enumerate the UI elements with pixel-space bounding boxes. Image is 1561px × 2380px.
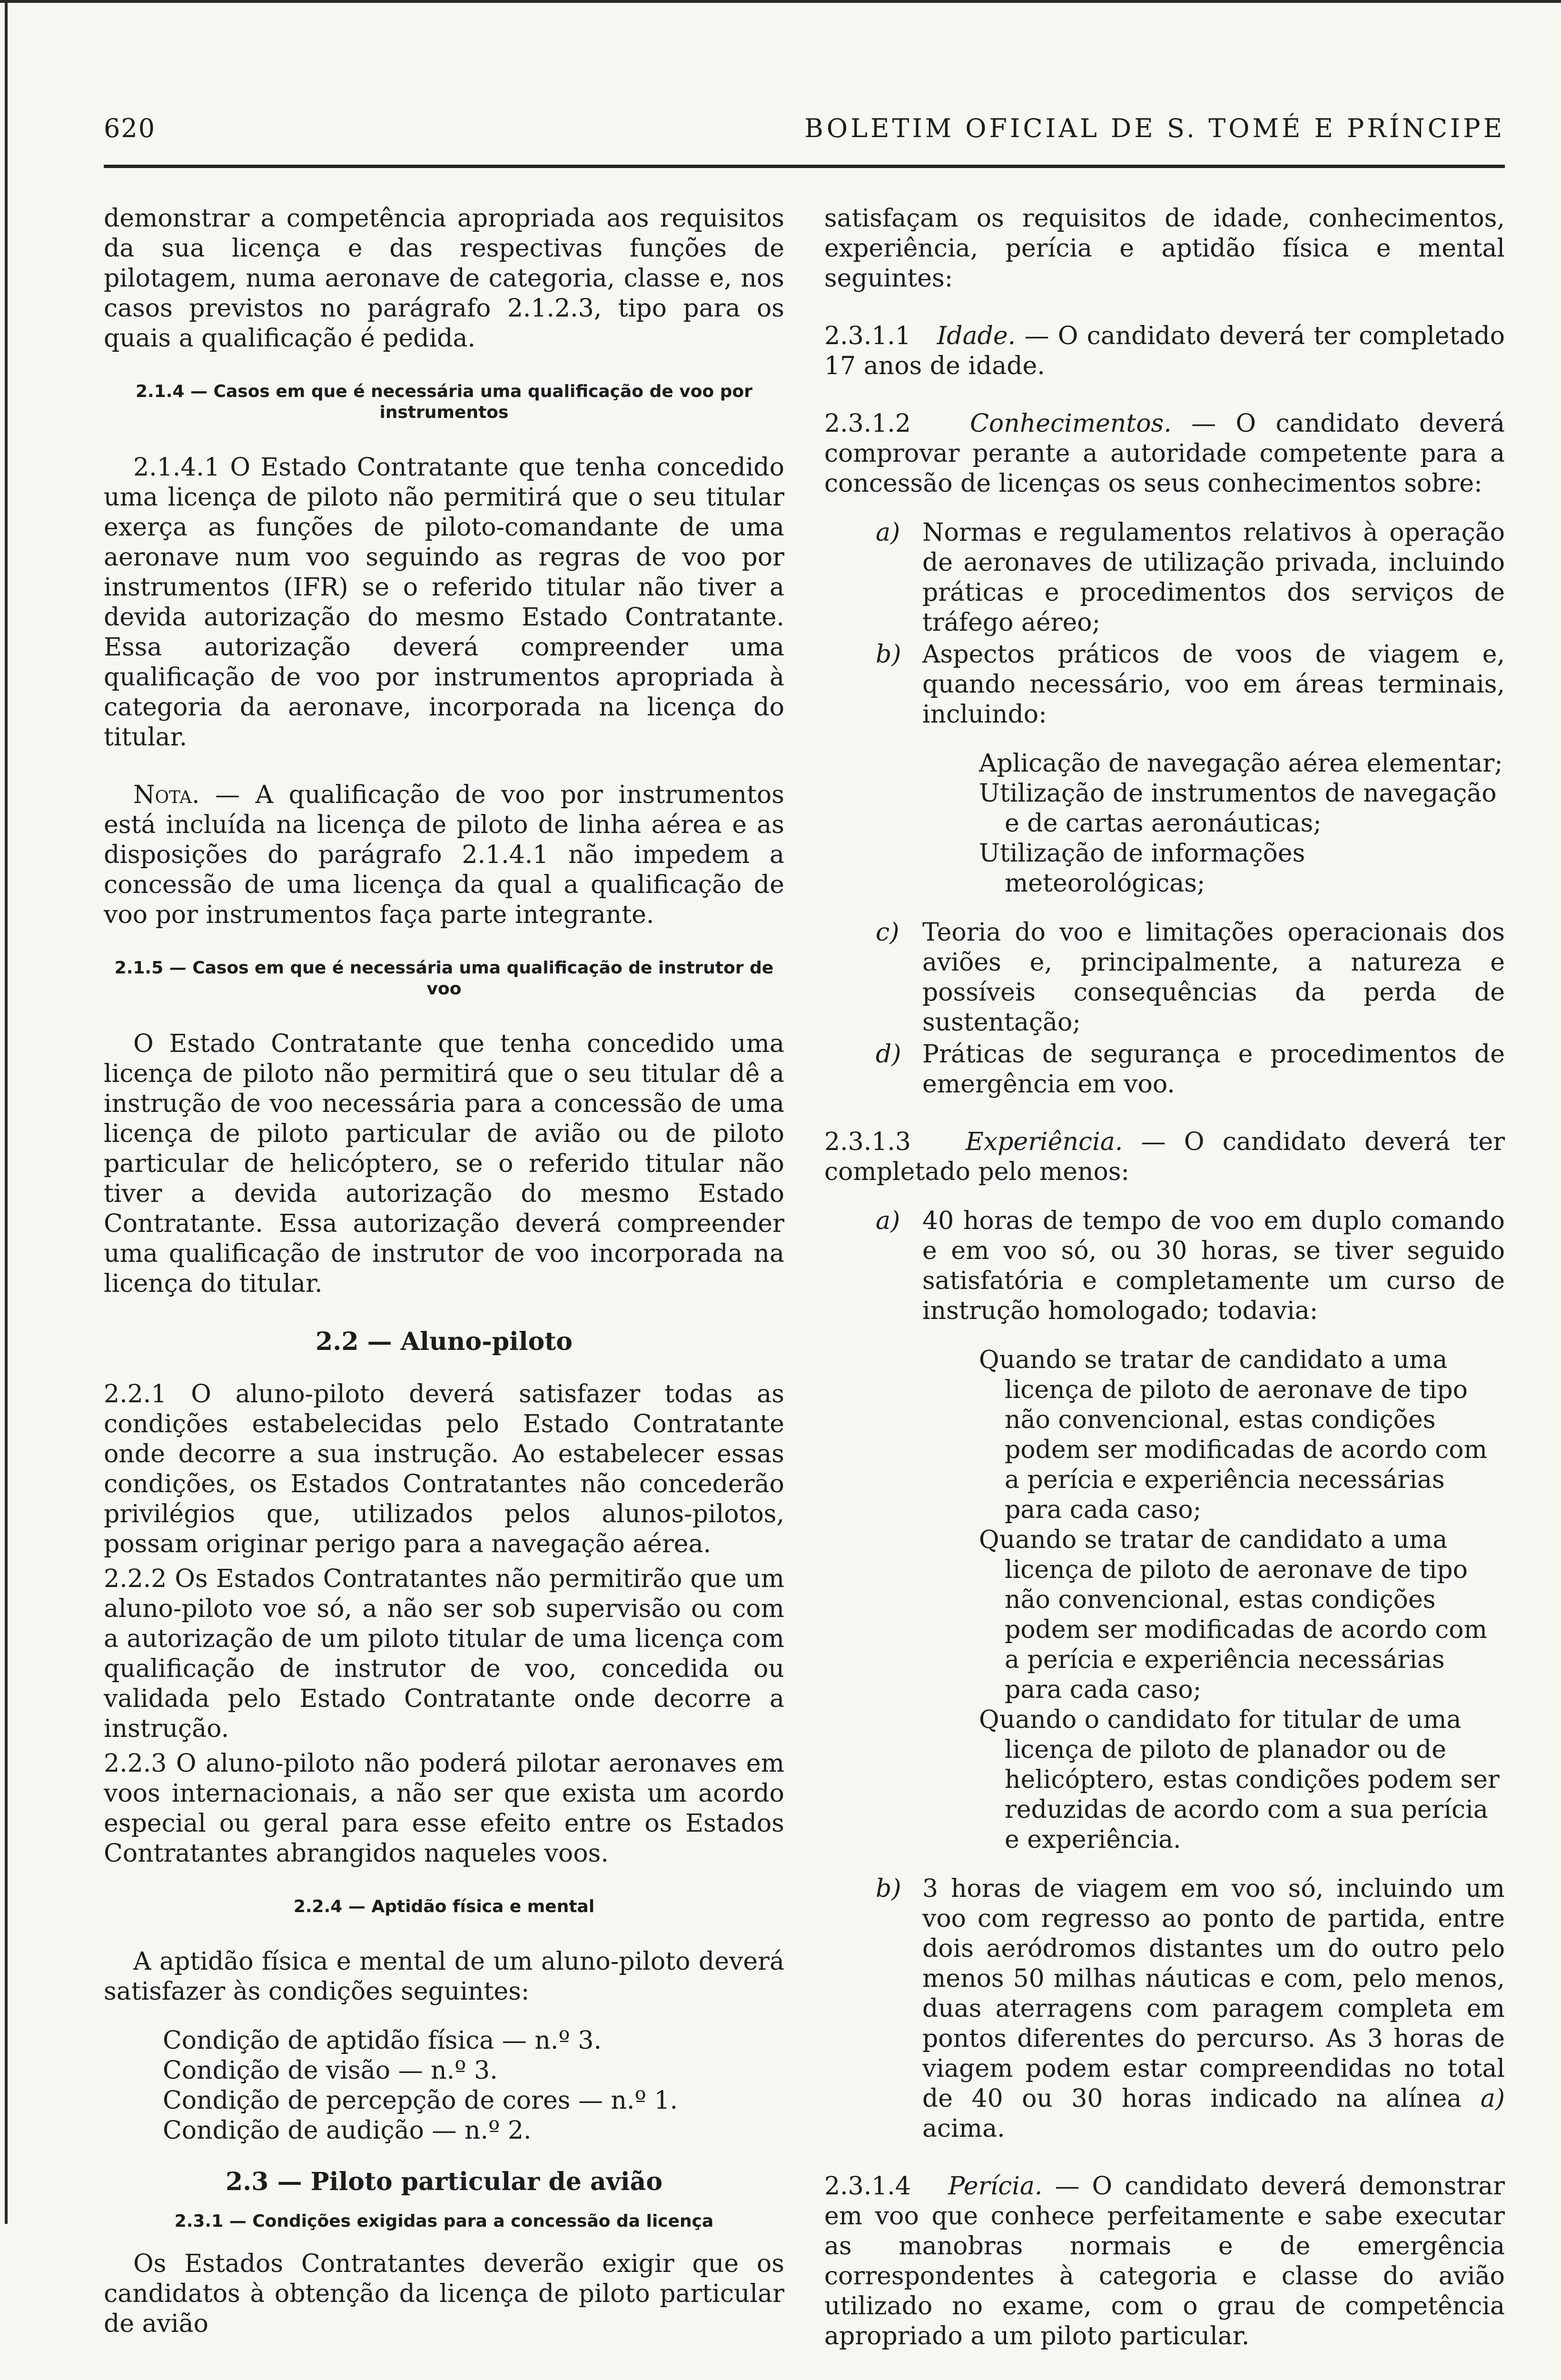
paragraph-2-2-2: 2.2.2 Os Estados Contratantes não permitirão que um aluno-piloto voe só, a não ser sob supervisão ou com a autorização de um piloto titular de uma licença com qualificação de instrutor de voo, concedida ou validada pelo Estado Contratante onde decorre a instrução. (104, 1565, 784, 1743)
paragraph-continuation: satisfaçam os requisitos de idade, conhecimentos, experiência, perícia e aptidão física e mental seguintes: (824, 204, 1505, 293)
sublist-item: Utilização de instrumentos de navegação e de cartas aeronáuticas; (979, 779, 1497, 838)
list-item (824, 1206, 1505, 1326)
list-item (824, 1874, 1505, 2144)
list-item (824, 918, 1505, 1038)
clause-text: — O candidato deverá demonstrar em voo que conhece perfeitamente e sabe executar as manobras normais e de emergência correspondentes à categoria e classe do avião utilizado no exame, com o grau de competência apropriado a um piloto particular. (824, 2172, 1505, 2350)
clause-number: 2.3.1.3 (824, 1128, 911, 1156)
list-item (824, 640, 1505, 730)
list-marker: c) (876, 918, 899, 947)
list-marker: b) (876, 640, 901, 669)
paragraph-2-1-5: O Estado Contratante que tenha concedido uma licença de piloto não permitirá que o seu titular dê a instrução de voo necessária para a concessão de uma licença de piloto particular de avião ou de piloto particular de helicóptero, se o referido titular não tiver a devida autorização do mesmo Estado Contratante. Essa autorização deverá compreender uma qualificação de instrutor de voo incorporada na licença do titular. (104, 1030, 784, 1298)
page-number: 620 (104, 113, 156, 143)
list-item-text: Práticas de segurança e procedimentos de emergência em voo. (922, 1040, 1505, 1099)
sublist-item: Quando se tratar de candidato a uma licença de piloto de aeronave de tipo não convencional, estas condições podem ser modificadas de acordo com a perícia e experiência necessárias para cada caso; (979, 1526, 1487, 1704)
paragraph-2-3-1-4 (824, 2172, 1505, 2351)
clause-number: 2.3.1.1 (824, 322, 911, 350)
knowledge-list (824, 518, 1505, 1100)
condition-item: Condição de percepção de cores — n.º 1. (163, 2086, 678, 2115)
page-edge-left (5, 0, 8, 2224)
page-edge-top (0, 0, 1561, 3)
note-text: — A qualificação de voo por instrumentos está incluída na licença de piloto de linha aérea e as disposições do parágrafo 2.1.4.1 não impedem a concessão de uma licença da qual a qualificação de voo por instrumentos faça parte integrante. (104, 781, 784, 929)
paragraph-2-3-1-1 (824, 321, 1505, 381)
right-column (824, 204, 1505, 2380)
list-item-text: Normas e regulamentos relativos à operação de aeronaves de utilização privada, incluindo práticas e procedimentos dos serviços de tráfego aéreo; (922, 518, 1505, 637)
sublist-item: Quando se tratar de candidato a uma licença de piloto de aeronave de tipo não convencional, estas condições podem ser modificadas de acordo com a perícia e experiência necessárias para cada caso; (979, 1346, 1487, 1524)
sublist-item: Quando o candidato for titular de uma licença de piloto de planador ou de helicóptero, estas condições podem ser reduzidas de acordo com a sua perícia e experiência. (979, 1706, 1500, 1854)
condition-item: Condição de aptidão física — n.º 3. (163, 2026, 602, 2055)
list-item-text: 3 horas de viagem em voo só, incluindo um voo com regresso ao ponto de partida, entre dois aeródromos distantes um do outro pelo menos 50 milhas náuticas e com, pelo menos, duas aterragens com paragem completa em pontos diferentes do percurso. As 3 horas de viagem podem estar compreendidas no total de 40 ou 30 horas indicado na alínea (922, 1874, 1505, 2113)
heading-2-2-4: 2.2.4 — Aptidão física e mental (293, 1897, 595, 1916)
list-item-text: 40 horas de tempo de voo em duplo comando e em voo só, ou 30 horas, se tiver seguido satisfatória e completamente um curso de instrução homologado; todavia: (922, 1207, 1505, 1325)
heading-2-3: 2.3 — Piloto particular de avião (226, 2167, 662, 2196)
clause-text: — O candidato deverá comprovar perante a autoridade competente para a concessão de licenças os seus conhecimentos sobre: (824, 409, 1505, 498)
note-paragraph (104, 780, 784, 930)
cross-reference: a) (1480, 2084, 1505, 2113)
heading-2-2: 2.2 — Aluno-piloto (316, 1327, 573, 1356)
list-item-text: Aspectos práticos de voos de viagem e, quando necessário, voo em áreas terminais, incluindo: (922, 640, 1505, 729)
page-header (104, 113, 1505, 151)
heading-2-3-1: 2.3.1 — Condições exigidas para a concessão da licença (174, 2211, 714, 2231)
condition-item: Condição de audição — n.º 2. (163, 2116, 532, 2145)
clause-title: Conhecimentos. (970, 409, 1172, 438)
paragraph-2-3-1-3 (824, 1127, 1505, 1187)
left-column (104, 204, 784, 2367)
clause-text: — O candidato deverá ter completado 17 anos de idade. (824, 322, 1505, 380)
list-marker: a) (876, 518, 900, 547)
sublist-item: Utilização de informações meteorológicas; (979, 839, 1305, 898)
heading-2-1-5: 2.1.5 — Casos em que é necessária uma qualificação de instrutor de voo (114, 958, 774, 999)
list-marker: d) (876, 1040, 901, 1069)
list-item-text-end: acima. (922, 2114, 1005, 2143)
list-item (824, 1040, 1505, 1100)
condition-item: Condição de visão — n.º 3. (163, 2056, 498, 2085)
paragraph-2-3-1: Os Estados Contratantes deverão exigir que os candidatos à obtenção da licença de piloto particular de avião (104, 2250, 784, 2338)
conditions-list (104, 2026, 784, 2146)
paragraph-2-3-1-5 (824, 2379, 1505, 2380)
experience-list (824, 1206, 1505, 2144)
list-marker: b) (876, 1874, 901, 1903)
paragraph-2-2-4: A aptidão física e mental de um aluno-piloto deverá satisfazer às condições seguintes: (104, 1947, 784, 2006)
paragraph-2-1-4-1: 2.1.4.1 O Estado Contratante que tenha concedido uma licença de piloto não permitirá que o seu titular exerça as funções de piloto-comandante de uma aeronave num voo seguindo as regras de voo por instrumentos (IFR) se o referido titular não tiver a devida autorização do mesmo Estado Contratante. Essa autorização deverá compreender uma qualificação de voo por instrumentos apropriada à categoria da aeronave, incorporada na licença do titular. (104, 453, 784, 752)
clause-title: Perícia. (948, 2172, 1043, 2201)
note-label: Nota. (133, 781, 200, 809)
list-item-text: Teoria do voo e limitações operacionais dos aviões e, principalmente, a natureza e possíveis consequências da perda de sustentação; (922, 918, 1505, 1037)
list-marker: a) (876, 1207, 900, 1235)
publication-title: BOLETIM OFICIAL DE S. TOMÉ E PRÍNCIPE (804, 113, 1505, 143)
clause-number: 2.3.1.2 (824, 409, 911, 438)
clause-number: 2.3.1.4 (824, 2172, 911, 2201)
heading-2-1-4: 2.1.4 — Casos em que é necessária uma qualificação de voo por instrumentos (135, 382, 753, 422)
clause-title: Experiência. (965, 1128, 1123, 1156)
sublist-item: Aplicação de navegação aérea elementar; (979, 749, 1503, 778)
paragraph-2-2-1: 2.2.1 O aluno-piloto deverá satisfazer todas as condições estabelecidas pelo Estado Contratante onde decorre a sua instrução. Ao estabelecer essas condições, os Estados Contratantes não concederão privilégios que, utilizados pelos alunos-pilotos, possam originar perigo para a navegação aérea. (104, 1380, 784, 1558)
list-item (824, 518, 1505, 638)
paragraph-2-3-1-2 (824, 409, 1505, 499)
paragraph-2-2-3: 2.2.3 O aluno-piloto não poderá pilotar aeronaves em voos internacionais, a não ser que exista um acordo especial ou geral para esse efeito entre os Estados Contratantes abrangidos naqueles voos. (104, 1749, 784, 1868)
clause-title: Idade. (937, 322, 1016, 350)
knowledge-sublist (824, 749, 1505, 899)
clause-text: — O candidato deverá ter completado pelo menos: (824, 1128, 1505, 1186)
paragraph-intro: demonstrar a competência apropriada aos requisitos da sua licença e das respectivas funções de pilotagem, numa aeronave de categoria, classe e, nos casos previstos no parágrafo 2.1.2.3, tipo para os quais a qualificação é pedida. (104, 204, 784, 353)
header-rule (104, 165, 1505, 168)
experience-sublist (824, 1345, 1505, 1855)
